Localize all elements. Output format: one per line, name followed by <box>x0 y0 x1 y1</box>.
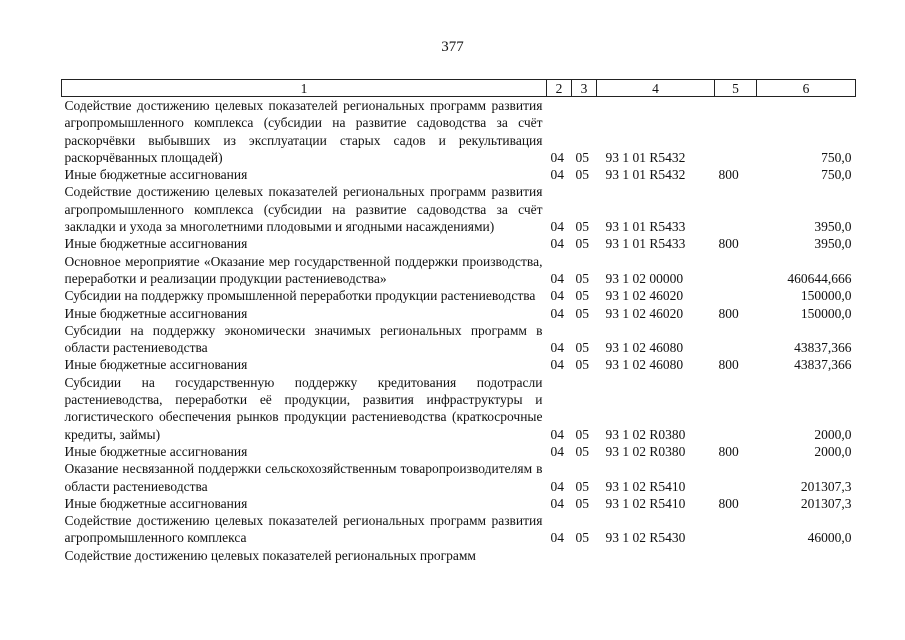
row-name-cell: Содействие достижению целевых показателей региональных программ развития агропромышленного комплекса <box>64 513 543 546</box>
row-name-cell: Иные бюджетные ассигнования <box>64 305 248 321</box>
row-section-cell: 04 <box>550 305 564 321</box>
row-section-cell: 04 <box>550 340 564 356</box>
row-expense-type-cell: 800 <box>718 167 739 183</box>
header-col-2: 2 <box>547 80 572 97</box>
row-target-article-cell: 93 1 01 R5432 <box>605 149 686 165</box>
row-expense-type-cell: 800 <box>718 495 739 511</box>
row-target-article-cell: 93 1 01 R5433 <box>605 236 686 252</box>
row-section-cell: 04 <box>550 426 564 442</box>
row-amount-cell: 201307,3 <box>800 478 852 494</box>
row-expense-type-cell <box>715 322 757 357</box>
row-target-article-cell <box>597 547 715 564</box>
row-amount-cell: 43837,366 <box>794 357 852 373</box>
row-target-article-cell: 93 1 02 46080 <box>605 340 684 356</box>
row-subsection-cell: 05 <box>575 426 589 442</box>
table-row <box>62 166 856 183</box>
row-subsection-cell: 05 <box>575 149 589 165</box>
table-row <box>62 547 856 564</box>
row-expense-type-cell: 800 <box>718 236 739 252</box>
table-row <box>62 374 856 443</box>
row-target-article-cell: 93 1 02 R5410 <box>605 478 686 494</box>
row-section-cell: 04 <box>550 478 564 494</box>
table-row <box>62 97 856 167</box>
row-expense-type-cell <box>715 374 757 443</box>
row-subsection-cell: 05 <box>575 443 589 459</box>
row-amount-cell: 2000,0 <box>814 443 852 459</box>
table-row <box>62 253 856 288</box>
row-target-article-cell: 93 1 01 R5432 <box>605 167 686 183</box>
row-name-cell: Основное мероприятие «Оказание мер государственной поддержки производства, переработки и реализации продукции растениеводства» <box>64 253 543 286</box>
row-name-cell: Иные бюджетные ассигнования <box>64 357 248 373</box>
row-subsection-cell: 05 <box>575 495 589 511</box>
header-col-6: 6 <box>757 80 856 97</box>
row-target-article-cell: 93 1 02 R0380 <box>605 426 686 442</box>
row-expense-type-cell <box>715 253 757 288</box>
row-amount-cell: 3950,0 <box>814 236 852 252</box>
row-amount-cell: 46000,0 <box>807 530 852 546</box>
row-section-cell: 04 <box>550 357 564 373</box>
row-section-cell: 04 <box>550 219 564 235</box>
table-row <box>62 235 856 252</box>
row-subsection-cell: 05 <box>575 305 589 321</box>
row-section-cell: 04 <box>550 495 564 511</box>
row-amount-cell: 460644,666 <box>787 270 852 286</box>
table-row <box>62 356 856 373</box>
row-amount-cell: 3950,0 <box>814 219 852 235</box>
row-subsection-cell: 05 <box>575 530 589 546</box>
table-row <box>62 512 856 547</box>
table-row <box>62 322 856 357</box>
row-section-cell: 04 <box>550 236 564 252</box>
row-expense-type-cell <box>715 183 757 235</box>
budget-table <box>61 79 856 564</box>
row-expense-type-cell <box>715 460 757 495</box>
row-name-cell: Иные бюджетные ассигнования <box>64 443 248 459</box>
row-amount-cell: 2000,0 <box>814 426 852 442</box>
row-expense-type-cell <box>715 287 757 304</box>
row-target-article-cell: 93 1 02 00000 <box>605 270 684 286</box>
row-section-cell: 04 <box>550 167 564 183</box>
row-subsection-cell: 05 <box>575 340 589 356</box>
table-row <box>62 495 856 512</box>
row-amount-cell: 150000,0 <box>800 305 852 321</box>
row-target-article-cell: 93 1 02 R0380 <box>605 443 686 459</box>
row-section-cell <box>547 547 572 564</box>
table-body <box>62 97 856 565</box>
row-expense-type-cell: 800 <box>718 443 739 459</box>
row-name-cell: Иные бюджетные ассигнования <box>64 236 248 252</box>
table-row <box>62 443 856 460</box>
row-section-cell: 04 <box>550 270 564 286</box>
row-name-cell: Оказание несвязанной поддержки сельскохозяйственным товаропроизводителям в области растениеводства <box>64 461 543 494</box>
table-row <box>62 183 856 235</box>
row-section-cell: 04 <box>550 149 564 165</box>
row-subsection-cell: 05 <box>575 478 589 494</box>
row-subsection-cell: 05 <box>575 219 589 235</box>
row-subsection-cell: 05 <box>575 357 589 373</box>
row-name-cell: Содействие достижению целевых показателей региональных программ развития агропромышленного комплекса (субсидии на развитие садоводства за счёт раскорчёвки выбывших из эксплуатации старых садов и рекультивация раскорчёванных площадей) <box>64 98 543 165</box>
header-col-3: 3 <box>572 80 597 97</box>
row-target-article-cell: 93 1 01 R5433 <box>605 219 686 235</box>
row-expense-type-cell <box>715 547 757 564</box>
row-name-cell: Иные бюджетные ассигнования <box>64 167 248 183</box>
row-name-cell: Субсидии на государственную поддержку кредитования подотрасли растениеводства, переработки её продукции, развития инфраструктуры и логистического обеспечения рынков продукции растениеводства (краткосрочные кредиты, займы) <box>64 374 543 442</box>
row-subsection-cell: 05 <box>575 270 589 286</box>
row-subsection-cell: 05 <box>575 236 589 252</box>
row-amount-cell: 201307,3 <box>800 495 852 511</box>
row-subsection-cell: 05 <box>575 288 589 304</box>
row-amount-cell: 43837,366 <box>794 340 852 356</box>
row-section-cell: 04 <box>550 530 564 546</box>
row-name-cell: Иные бюджетные ассигнования <box>64 495 248 511</box>
row-amount-cell: 750,0 <box>821 167 852 183</box>
row-name-cell: Содействие достижению целевых показателей региональных программ развития агропромышленного комплекса (субсидии на развитие садоводства за счёт закладки и ухода за многолетними плодовыми и ягодными насаждениями) <box>64 184 543 235</box>
row-amount-cell: 750,0 <box>821 149 852 165</box>
row-name-cell: Содействие достижению целевых показателей региональных программ <box>64 547 476 563</box>
row-expense-type-cell <box>715 97 757 167</box>
row-amount-cell <box>757 547 856 564</box>
row-expense-type-cell: 800 <box>718 357 739 373</box>
table-row <box>62 287 856 304</box>
row-subsection-cell: 05 <box>575 167 589 183</box>
table-row <box>62 305 856 322</box>
table-row <box>62 460 856 495</box>
header-col-1: 1 <box>62 80 547 97</box>
row-target-article-cell: 93 1 02 R5410 <box>605 495 686 511</box>
row-section-cell: 04 <box>550 443 564 459</box>
header-col-4: 4 <box>597 80 715 97</box>
row-section-cell: 04 <box>550 288 564 304</box>
row-target-article-cell: 93 1 02 46020 <box>605 305 684 321</box>
header-row <box>62 80 856 97</box>
row-target-article-cell: 93 1 02 46020 <box>605 288 684 304</box>
page-number: 377 <box>441 39 464 55</box>
row-expense-type-cell: 800 <box>718 305 739 321</box>
row-amount-cell: 150000,0 <box>800 288 852 304</box>
row-name-cell: Субсидии на поддержку экономически значимых региональных программ в области растениеводства <box>64 322 543 356</box>
header-col-5: 5 <box>715 80 757 97</box>
row-subsection-cell <box>572 547 597 564</box>
row-name-cell: Субсидии на поддержку промышленной переработки продукции растениеводства <box>64 288 536 304</box>
row-target-article-cell: 93 1 02 46080 <box>605 357 684 373</box>
row-expense-type-cell <box>715 512 757 547</box>
row-target-article-cell: 93 1 02 R5430 <box>605 530 686 546</box>
